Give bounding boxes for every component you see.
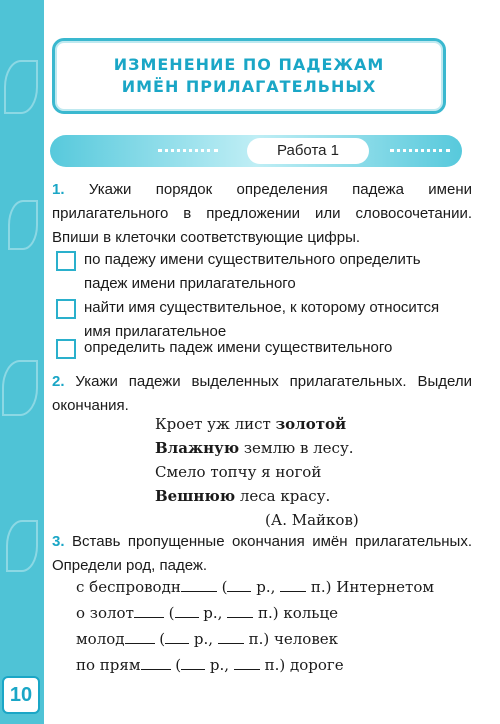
fill-text: п.) кольце [253, 604, 338, 622]
dots-left [158, 149, 218, 152]
ending-blank[interactable] [125, 629, 155, 644]
poem-line [155, 484, 359, 508]
fill-text: р., [189, 630, 218, 648]
ending-blank[interactable] [134, 603, 164, 618]
poem-text: Смело топчу я ногой [155, 463, 322, 481]
poem-bold-word: золотой [275, 415, 347, 433]
answer-checkbox[interactable] [56, 299, 76, 319]
leaf-decoration [4, 60, 38, 114]
fill-line [76, 600, 338, 626]
task3-number: 3. [52, 533, 65, 550]
fill-stem: по прям [76, 656, 141, 674]
fill-stem: с беспроводн [76, 578, 181, 596]
poem-bold-word: Влажную [155, 439, 240, 457]
case-blank[interactable] [234, 655, 260, 670]
poem-bold-word: Вешнюю [155, 487, 236, 505]
gender-blank[interactable] [181, 655, 205, 670]
gender-blank[interactable] [227, 577, 251, 592]
fill-line [76, 626, 338, 652]
leaf-decoration [6, 520, 38, 572]
fill-text: р., [198, 604, 228, 622]
page-title-line1: ИЗМЕНЕНИЕ ПО ПАДЕЖАМ [113, 55, 385, 74]
dots-right [390, 149, 450, 152]
answer-checkbox[interactable] [56, 251, 76, 271]
task2-number: 2. [52, 373, 65, 390]
fill-text: ( [154, 630, 166, 648]
task2-text [52, 370, 472, 418]
gender-blank[interactable] [175, 603, 199, 618]
task1-option [56, 248, 466, 296]
ending-blank[interactable] [141, 655, 171, 670]
task1-text [52, 178, 472, 250]
task3-text [52, 530, 472, 578]
task1-option-text: найти имя существительное, к которому относится имя прилагательное [84, 299, 440, 340]
leaf-decoration [2, 360, 38, 416]
work-header-bar [50, 135, 462, 167]
title-box [52, 38, 446, 114]
ending-blank[interactable] [181, 577, 217, 592]
case-blank[interactable] [280, 577, 306, 592]
fill-text: р., [205, 656, 234, 674]
leaf-decoration [8, 200, 38, 250]
task3-instruction: Вставь пропущенные окончания имён прилагательных. Определи род, падеж. [52, 533, 472, 574]
poem-line [155, 436, 359, 460]
case-blank[interactable] [227, 603, 253, 618]
fill-text: п.) человек [243, 630, 339, 648]
task1-instruction: Укажи порядок определения падежа имени прилагательного в предложении или словосочетании. Впиши в клеточки соответствующие цифры. [52, 181, 472, 246]
poem [155, 412, 359, 532]
poem-author: (А. Майков) [265, 511, 359, 529]
fill-text: р., [251, 578, 281, 596]
fill-stem: молод [76, 630, 125, 648]
fill-line [76, 652, 344, 678]
gender-blank[interactable] [165, 629, 189, 644]
task1-option [56, 336, 466, 360]
poem-text: леса красу. [235, 487, 331, 505]
fill-text: ( [163, 604, 175, 622]
work-label: Работа 1 [247, 138, 369, 164]
fill-text: п.) дороге [259, 656, 344, 674]
fill-line [76, 574, 434, 600]
task2-instruction: Укажи падежи выделенных прилагательных. Выдели окончания. [52, 373, 472, 414]
answer-checkbox[interactable] [56, 339, 76, 359]
case-blank[interactable] [218, 629, 244, 644]
task1-number: 1. [52, 181, 65, 198]
poem-text: Кроет уж лист [155, 415, 276, 433]
fill-stem: о золот [76, 604, 134, 622]
page-title-line2: ИМЁН ПРИЛАГАТЕЛЬНЫХ [121, 77, 377, 96]
task1-option-text: определить падеж имени существительного [84, 339, 393, 356]
poem-text: землю в лесу. [239, 439, 354, 457]
page-number: 10 [2, 676, 40, 714]
fill-text: ( [170, 656, 182, 674]
fill-text: ( [216, 578, 228, 596]
poem-line [155, 412, 359, 436]
task1-option-text: по падежу имени существительного определить падеж имени прилагательного [84, 251, 421, 292]
poem-line [155, 460, 359, 484]
fill-text: п.) Интернетом [306, 578, 435, 596]
